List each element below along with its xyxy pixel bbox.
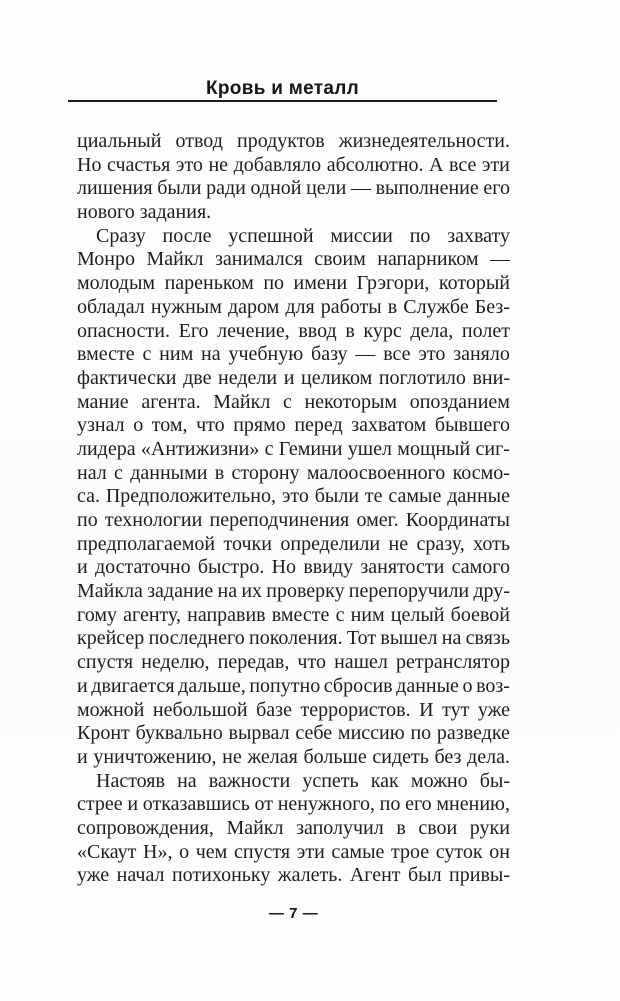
text-line: фактически две недели и целиком поглотило вни- (77, 366, 510, 389)
text-line: са. Предположительно, это были те самые данные (77, 485, 510, 508)
text-line: Кронт буквально вырвал себе миссию по разведке (77, 722, 510, 745)
text-line: стрее и отказавшись от ненужного, по его мнению, (77, 793, 510, 816)
page-text (77, 130, 510, 888)
text-line: Майкла задание на их проверку перепоручили дру- (77, 580, 510, 603)
text-line: Сразу после успешной миссии по захвату (96, 224, 510, 247)
text-line: сопровождения, Майкл заполучил в свои руки (77, 816, 510, 839)
text-line: можной небольшой базе террористов. И тут уже (77, 698, 510, 721)
text-line: гому агенту, направив вместе с ним целый боевой (77, 603, 510, 626)
page-number: — 7 — (268, 905, 319, 922)
text-line: молодым пареньком по имени Грэгори, который (77, 272, 510, 295)
text-line: предполагаемой точки определили не сразу, хоть (77, 532, 510, 555)
text-line: лишения были ради одной цели — выполнение его (77, 177, 510, 200)
text-line: уже начал потихоньку жалеть. Агент был привы- (77, 864, 510, 887)
text-line: Но счастья это не добавляло абсолютно. А все эти (77, 153, 510, 176)
text-line: мание агента. Майкл с некоторым опозданием (77, 390, 510, 413)
text-line: циальный отвод продуктов жизнедеятельности. (77, 130, 510, 152)
text-line: узнал о том, что прямо перед захватом бывшего (77, 414, 510, 437)
text-line: нового задания. (77, 201, 212, 224)
text-line: и двигается дальше, попутно сбросив данные о воз- (77, 674, 510, 697)
text-line: «Скаут Н», о чем спустя эти самые трое суток он (77, 840, 510, 863)
text-line: и достаточно быстро. Но ввиду занятости самого (77, 556, 510, 579)
text-line: Монро Майкл занимался своим напарником — (77, 248, 510, 271)
text-line: по технологии переподчинения омег. Координаты (77, 509, 510, 531)
text-line: вместе с ним на учебную базу — все это заняло (77, 343, 510, 366)
text-line: крейсер последнего поколения. Тот вышел на связь (77, 627, 510, 650)
text-line: Настояв на важности успеть как можно бы- (96, 769, 510, 792)
text-line: лидера «Антижизни» с Гемини ушел мощный сиг- (77, 437, 510, 460)
header-rule (68, 100, 497, 102)
text-line: обладал нужным даром для работы в Службе Без- (77, 295, 510, 318)
text-line: нал с данными в сторону малоосвоенного космо- (77, 461, 510, 484)
text-line: опасности. Его лечение, ввод в курс дела, полет (77, 319, 510, 342)
text-line: спустя неделю, передав, что нашел ретранслятор (77, 651, 510, 674)
running-head-title: Кровь и металл (206, 78, 359, 99)
text-line: и уничтожению, не желая больше сидеть без дела. (77, 745, 510, 768)
